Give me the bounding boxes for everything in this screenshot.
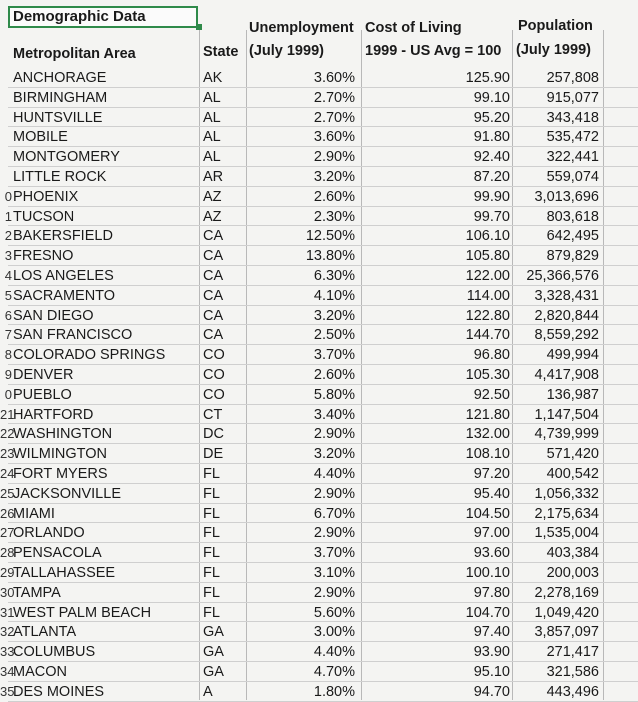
cell-population[interactable]: 4,417,908 xyxy=(534,367,599,383)
cell-metropolitan-area[interactable]: COLORADO SPRINGS xyxy=(13,347,166,364)
table-row xyxy=(0,127,638,147)
cell-cost-of-living[interactable]: 99.70 xyxy=(473,208,510,225)
cell-cost-of-living[interactable]: 87.20 xyxy=(473,169,510,185)
row-divider xyxy=(8,602,638,603)
cell-state[interactable]: AK xyxy=(203,70,223,86)
row-number: 21 xyxy=(0,406,15,422)
row-divider xyxy=(8,206,638,207)
table-row xyxy=(0,622,638,642)
row-divider xyxy=(8,463,638,464)
table-row xyxy=(0,662,638,682)
row-divider xyxy=(8,87,638,88)
cell-cost-of-living[interactable]: 105.80 xyxy=(465,248,510,265)
cell-metropolitan-area[interactable]: SAN FRANCISCO xyxy=(13,327,133,344)
table-row xyxy=(0,167,638,187)
row-number: 0 xyxy=(4,386,12,402)
row-divider xyxy=(8,621,638,622)
cell-population[interactable]: 136,987 xyxy=(546,386,599,403)
table-row xyxy=(0,385,638,405)
cell-cost-of-living[interactable]: 92.40 xyxy=(473,149,510,166)
cell-metropolitan-area[interactable]: ORLANDO xyxy=(13,525,85,542)
cell-state[interactable]: CT xyxy=(203,406,223,423)
cell-unemployment[interactable]: 2.50% xyxy=(313,327,355,344)
table-row xyxy=(0,286,638,306)
cell-metropolitan-area[interactable]: ATLANTA xyxy=(13,624,77,641)
cell-population[interactable]: 3,328,431 xyxy=(534,287,599,304)
row-number: 5 xyxy=(4,287,12,303)
table-row xyxy=(0,147,638,167)
cell-state[interactable]: CA xyxy=(203,327,224,344)
row-divider xyxy=(8,364,638,365)
row-number: 27 xyxy=(0,525,15,541)
row-number: 2 xyxy=(4,228,12,244)
table-row xyxy=(0,88,638,108)
row-divider xyxy=(8,126,638,127)
cell-state[interactable]: GA xyxy=(203,644,224,661)
cell-state[interactable]: FL xyxy=(203,485,220,502)
row-divider xyxy=(8,245,638,246)
cell-state[interactable]: CO xyxy=(203,347,225,364)
cell-metropolitan-area[interactable]: WASHINGTON xyxy=(13,426,113,443)
cell-population[interactable]: 321,586 xyxy=(546,664,599,680)
cell-state[interactable]: CA xyxy=(203,228,224,245)
cell-metropolitan-area[interactable]: LOS ANGELES xyxy=(13,268,114,284)
cell-state[interactable]: AL xyxy=(203,109,221,126)
cell-cost-of-living[interactable]: 104.50 xyxy=(465,505,510,522)
row-number: 8 xyxy=(4,347,12,363)
cell-cost-of-living[interactable]: 121.80 xyxy=(465,406,510,423)
cell-cost-of-living[interactable]: 93.90 xyxy=(473,644,510,661)
row-number: 0 xyxy=(4,188,12,204)
cell-population[interactable]: 3,857,097 xyxy=(534,624,599,641)
cell-unemployment[interactable]: 1.80% xyxy=(313,683,355,700)
cell-cost-of-living[interactable]: 97.00 xyxy=(473,525,510,542)
cell-population[interactable]: 2,175,634 xyxy=(534,505,599,522)
cell-population[interactable]: 257,808 xyxy=(546,70,599,86)
cell-population[interactable]: 1,056,332 xyxy=(534,485,599,502)
header-population-date[interactable]: (July 1999) xyxy=(516,42,591,58)
row-number: 32 xyxy=(0,624,15,640)
row-number: 35 xyxy=(0,683,15,699)
row-divider xyxy=(8,225,638,226)
row-number: 3 xyxy=(4,248,12,264)
table-row xyxy=(0,444,638,464)
cell-state[interactable]: FL xyxy=(203,545,220,562)
cell-unemployment[interactable]: 2.90% xyxy=(313,485,355,502)
cell-population[interactable]: 642,495 xyxy=(546,228,599,245)
cell-cost-of-living[interactable]: 122.00 xyxy=(465,268,510,284)
cell-cost-of-living[interactable]: 144.70 xyxy=(465,327,510,344)
header-unemployment-date[interactable]: (July 1999) xyxy=(249,43,324,59)
cell-population[interactable]: 8,559,292 xyxy=(534,327,599,344)
row-number: 1 xyxy=(4,208,12,224)
row-number: 33 xyxy=(0,644,15,660)
cell-unemployment[interactable]: 4.40% xyxy=(313,466,355,482)
row-number: 24 xyxy=(0,466,15,481)
table-row xyxy=(0,187,638,207)
cell-metropolitan-area[interactable]: SAN DIEGO xyxy=(13,307,94,324)
table-row xyxy=(0,642,638,662)
cell-unemployment[interactable]: 2.30% xyxy=(313,208,355,225)
row-number: 26 xyxy=(0,505,15,521)
cell-state[interactable]: CO xyxy=(203,367,225,383)
cell-state[interactable]: FL xyxy=(203,505,220,522)
cell-population[interactable]: 571,420 xyxy=(546,446,599,463)
cell-unemployment[interactable]: 3.70% xyxy=(313,545,355,562)
cell-unemployment[interactable]: 4.10% xyxy=(313,287,355,304)
row-divider xyxy=(8,384,638,385)
cell-state[interactable]: DC xyxy=(203,426,224,443)
cell-state[interactable]: CA xyxy=(203,307,224,324)
cell-population[interactable]: 200,003 xyxy=(546,565,599,581)
table-row xyxy=(0,325,638,345)
row-divider xyxy=(8,305,638,306)
header-cost-of-living-basis[interactable]: 1999 - US Avg = 100 xyxy=(365,43,502,59)
header-cost-of-living[interactable]: Cost of Living xyxy=(365,20,462,36)
cell-cost-of-living[interactable]: 99.10 xyxy=(473,89,510,106)
cell-population[interactable]: 499,994 xyxy=(546,347,599,364)
cell-cost-of-living[interactable]: 95.40 xyxy=(473,485,510,502)
cell-population[interactable]: 271,417 xyxy=(546,644,599,661)
cell-metropolitan-area[interactable]: MOBILE xyxy=(13,129,68,146)
cell-metropolitan-area[interactable]: MONTGOMERY xyxy=(13,149,120,166)
cell-metropolitan-area[interactable]: WEST PALM BEACH xyxy=(13,604,152,621)
row-number: 31 xyxy=(0,604,15,620)
row-divider xyxy=(8,166,638,167)
row-number: 34 xyxy=(0,664,15,679)
cell-metropolitan-area[interactable]: FORT MYERS xyxy=(13,466,108,482)
row-divider xyxy=(8,641,638,642)
cell-unemployment[interactable]: 3.20% xyxy=(313,169,355,185)
cell-population[interactable]: 535,472 xyxy=(546,129,599,146)
cell-unemployment[interactable]: 3.10% xyxy=(313,565,355,581)
row-divider xyxy=(8,483,638,484)
cell-metropolitan-area[interactable]: PUEBLO xyxy=(13,386,72,403)
table-row xyxy=(0,504,638,524)
row-divider xyxy=(8,423,638,424)
cell-metropolitan-area[interactable]: ANCHORAGE xyxy=(13,70,107,86)
cell-state[interactable]: GA xyxy=(203,664,224,680)
table-row xyxy=(0,226,638,246)
table-row xyxy=(0,543,638,563)
row-number: 22 xyxy=(0,426,15,442)
table-row xyxy=(0,246,638,266)
row-number: 25 xyxy=(0,485,15,501)
cell-cost-of-living[interactable]: 122.80 xyxy=(465,307,510,324)
table-row xyxy=(0,424,638,444)
cell-cost-of-living[interactable]: 95.20 xyxy=(473,109,510,126)
row-divider xyxy=(8,681,638,682)
cell-population[interactable]: 343,418 xyxy=(546,109,599,126)
row-divider xyxy=(8,285,638,286)
cell-cost-of-living[interactable]: 105.30 xyxy=(465,367,510,383)
cell-population[interactable]: 803,618 xyxy=(546,208,599,225)
sheet-title: Demographic Data xyxy=(13,8,146,25)
cell-population[interactable]: 400,542 xyxy=(546,466,599,482)
row-divider xyxy=(8,661,638,662)
cell-unemployment[interactable]: 12.50% xyxy=(305,228,355,245)
cell-population[interactable]: 3,013,696 xyxy=(534,188,599,205)
cell-unemployment[interactable]: 3.00% xyxy=(313,624,355,641)
cell-cost-of-living[interactable]: 91.80 xyxy=(473,129,510,146)
header-population[interactable]: Population xyxy=(518,18,593,34)
cell-cost-of-living[interactable]: 97.40 xyxy=(473,624,510,641)
cell-metropolitan-area[interactable]: FRESNO xyxy=(13,248,74,265)
cell-cost-of-living[interactable]: 114.00 xyxy=(466,287,510,304)
row-divider xyxy=(8,146,638,147)
cell-metropolitan-area[interactable]: TAMPA xyxy=(13,584,61,601)
table-row xyxy=(0,345,638,365)
cell-metropolitan-area[interactable]: MACON xyxy=(13,664,67,680)
cell-population[interactable]: 2,278,169 xyxy=(534,584,599,601)
cell-state[interactable]: AL xyxy=(203,149,221,166)
cell-metropolitan-area[interactable]: SACRAMENTO xyxy=(13,287,116,304)
row-divider xyxy=(8,265,638,266)
cell-population[interactable]: 879,829 xyxy=(546,248,599,265)
row-number: 7 xyxy=(4,327,12,343)
cell-state[interactable]: FL xyxy=(203,565,220,581)
cell-population[interactable]: 322,441 xyxy=(546,149,599,166)
cell-metropolitan-area[interactable]: PENSACOLA xyxy=(13,545,102,562)
row-number: 28 xyxy=(0,545,15,561)
table-row xyxy=(0,682,638,702)
cell-cost-of-living[interactable]: 96.80 xyxy=(473,347,510,364)
table-row xyxy=(0,563,638,583)
cell-unemployment[interactable]: 6.70% xyxy=(313,505,355,522)
cell-state[interactable]: FL xyxy=(203,466,220,482)
cell-state[interactable]: AR xyxy=(203,169,224,185)
header-metropolitan-area[interactable]: Metropolitan Area xyxy=(13,46,136,62)
cell-state[interactable]: CA xyxy=(203,287,224,304)
cell-cost-of-living[interactable]: 97.80 xyxy=(473,584,510,601)
cell-state[interactable]: GA xyxy=(203,624,224,641)
row-number: 9 xyxy=(4,367,12,382)
table-row xyxy=(0,108,638,128)
cell-population[interactable]: 2,820,844 xyxy=(534,307,599,324)
table-row xyxy=(0,484,638,504)
cell-population[interactable]: 4,739,999 xyxy=(534,426,599,443)
table-row xyxy=(0,365,638,385)
cell-unemployment[interactable]: 2.60% xyxy=(313,188,355,205)
row-divider xyxy=(8,186,638,187)
table-row xyxy=(0,405,638,425)
cell-cost-of-living[interactable]: 92.50 xyxy=(473,386,510,403)
table-row xyxy=(0,266,638,286)
cell-unemployment[interactable]: 3.60% xyxy=(313,129,355,146)
sheet-title-cell[interactable] xyxy=(8,6,198,28)
cell-unemployment[interactable]: 2.90% xyxy=(313,525,355,542)
cell-metropolitan-area[interactable]: DENVER xyxy=(13,367,74,383)
cell-unemployment[interactable]: 2.90% xyxy=(313,584,355,601)
row-divider xyxy=(8,522,638,523)
cell-state[interactable]: AL xyxy=(203,129,221,146)
cell-state[interactable]: A xyxy=(203,683,213,700)
cell-state[interactable]: AZ xyxy=(203,208,222,225)
cell-cost-of-living[interactable]: 104.70 xyxy=(465,604,510,621)
cell-population[interactable]: 443,496 xyxy=(546,683,599,700)
row-number: 6 xyxy=(4,307,12,323)
table-row xyxy=(0,523,638,543)
cell-cost-of-living[interactable]: 95.10 xyxy=(473,664,510,680)
cell-population[interactable]: 25,366,576 xyxy=(526,268,599,284)
cell-cost-of-living[interactable]: 93.60 xyxy=(473,545,510,562)
cell-cost-of-living[interactable]: 97.20 xyxy=(473,466,510,482)
header-unemployment[interactable]: Unemployment xyxy=(249,20,354,36)
row-divider xyxy=(8,344,638,345)
cell-metropolitan-area[interactable]: WILMINGTON xyxy=(13,446,107,463)
cell-population[interactable]: 915,077 xyxy=(546,89,599,106)
row-divider xyxy=(8,542,638,543)
row-number: 4 xyxy=(4,268,12,283)
cell-unemployment[interactable]: 6.30% xyxy=(313,268,355,284)
cell-metropolitan-area[interactable]: JACKSONVILLE xyxy=(13,485,121,502)
cell-metropolitan-area[interactable]: HUNTSVILLE xyxy=(13,109,103,126)
cell-state[interactable]: CO xyxy=(203,386,225,403)
row-divider xyxy=(8,701,638,702)
cell-unemployment[interactable]: 4.70% xyxy=(313,664,355,680)
cell-unemployment[interactable]: 2.60% xyxy=(313,367,355,383)
cell-population[interactable]: 1,147,504 xyxy=(534,406,599,423)
cell-unemployment[interactable]: 2.90% xyxy=(313,426,355,443)
cell-population[interactable]: 403,384 xyxy=(546,545,599,562)
row-divider xyxy=(8,443,638,444)
cell-unemployment[interactable]: 2.70% xyxy=(313,89,355,106)
cell-metropolitan-area[interactable]: PHOENIX xyxy=(13,188,79,205)
row-divider xyxy=(8,107,638,108)
cell-metropolitan-area[interactable]: TUCSON xyxy=(13,208,75,225)
cell-state[interactable]: FL xyxy=(203,604,220,621)
cell-cost-of-living[interactable]: 106.10 xyxy=(465,228,510,245)
cell-unemployment[interactable]: 3.60% xyxy=(313,70,355,86)
cell-state[interactable]: CA xyxy=(203,248,224,265)
cell-metropolitan-area[interactable]: BAKERSFIELD xyxy=(13,228,113,245)
header-state[interactable]: State xyxy=(203,44,239,60)
row-divider xyxy=(8,324,638,325)
cell-state[interactable]: AZ xyxy=(203,188,222,205)
cell-state[interactable]: FL xyxy=(203,584,220,601)
table-row xyxy=(0,207,638,227)
cell-cost-of-living[interactable]: 99.90 xyxy=(473,188,510,205)
cell-metropolitan-area[interactable]: DES MOINES xyxy=(13,683,105,700)
cell-cost-of-living[interactable]: 125.90 xyxy=(465,70,510,86)
cell-unemployment[interactable]: 2.90% xyxy=(313,149,355,166)
cell-metropolitan-area[interactable]: TALLAHASSEE xyxy=(13,565,116,581)
cell-unemployment[interactable]: 2.70% xyxy=(313,109,355,126)
row-number: 30 xyxy=(0,584,15,600)
cell-unemployment[interactable]: 5.80% xyxy=(313,386,355,403)
cell-unemployment[interactable]: 4.40% xyxy=(313,644,355,661)
cell-cost-of-living[interactable]: 108.10 xyxy=(465,446,510,463)
cell-population[interactable]: 1,049,420 xyxy=(534,604,599,621)
cell-metropolitan-area[interactable]: BIRMINGHAM xyxy=(13,89,108,106)
cell-state[interactable]: DE xyxy=(203,446,224,463)
cell-metropolitan-area[interactable]: LITTLE ROCK xyxy=(13,169,107,185)
row-divider xyxy=(8,582,638,583)
row-number: 23 xyxy=(0,446,15,462)
cell-unemployment[interactable]: 3.40% xyxy=(313,406,355,423)
row-number: 29 xyxy=(0,565,15,580)
cell-metropolitan-area[interactable]: COLUMBUS xyxy=(13,644,96,661)
cell-state[interactable]: FL xyxy=(203,525,220,542)
cell-population[interactable]: 559,074 xyxy=(546,169,599,185)
table-row xyxy=(0,603,638,623)
cell-cost-of-living[interactable]: 94.70 xyxy=(473,683,510,700)
cell-cost-of-living[interactable]: 100.10 xyxy=(465,565,510,581)
table-row xyxy=(0,464,638,484)
cell-metropolitan-area[interactable]: MIAMI xyxy=(13,505,55,522)
cell-unemployment[interactable]: 3.20% xyxy=(313,307,355,324)
cell-state[interactable]: AL xyxy=(203,89,221,106)
table-row xyxy=(0,583,638,603)
row-divider xyxy=(8,562,638,563)
cell-state[interactable]: CA xyxy=(203,268,224,284)
table-row xyxy=(0,68,638,88)
row-divider xyxy=(8,503,638,504)
cell-population[interactable]: 1,535,004 xyxy=(534,525,599,542)
cell-unemployment[interactable]: 3.70% xyxy=(313,347,355,364)
cell-metropolitan-area[interactable]: HARTFORD xyxy=(13,406,94,423)
cell-unemployment[interactable]: 13.80% xyxy=(305,248,355,265)
cell-unemployment[interactable]: 5.60% xyxy=(313,604,355,621)
table-row xyxy=(0,306,638,326)
cell-cost-of-living[interactable]: 132.00 xyxy=(465,426,510,443)
cell-unemployment[interactable]: 3.20% xyxy=(313,446,355,463)
row-divider xyxy=(8,404,638,405)
